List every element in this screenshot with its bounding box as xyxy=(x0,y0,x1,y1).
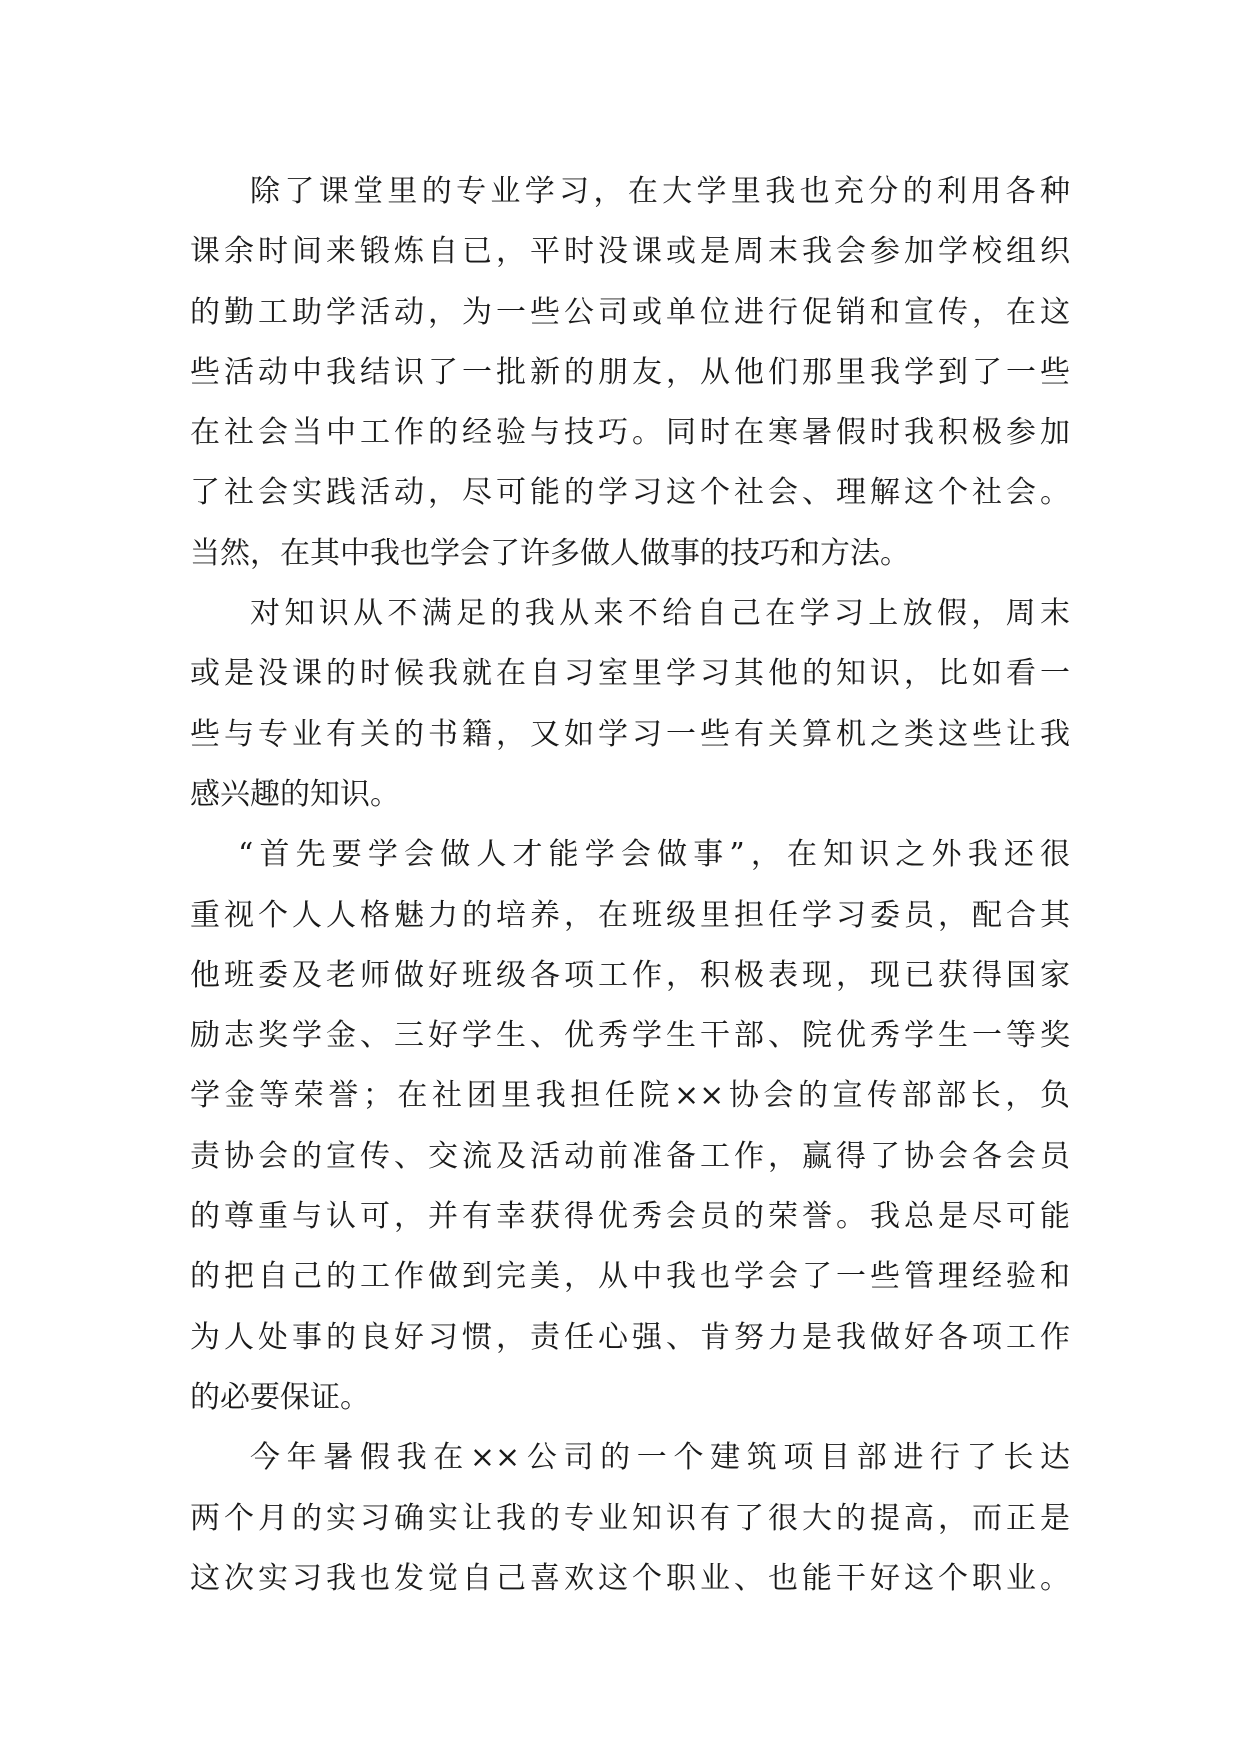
text-line: 感兴趣的知识。 xyxy=(190,776,400,812)
text-line: 除了课堂里的专业学习，在大学里我也充分的利用各种 xyxy=(250,174,1070,209)
text-line: 的必要保证。 xyxy=(190,1379,370,1415)
text-line: 的勤工助学活动，为一些公司或单位进行促销和宣传，在这 xyxy=(190,294,1070,330)
text-line: 当然，在其中我也学会了许多做人做事的技巧和方法。 xyxy=(190,535,910,571)
text-line: 些与专业有关的书籍，又如学习一些有关算机之类这些让我 xyxy=(190,716,1070,752)
text-line: 他班委及老师做好班级各项工作，积极表现，现已获得国家 xyxy=(190,957,1070,993)
text-line: 责协会的宣传、交流及活动前准备工作，赢得了协会各会员 xyxy=(190,1138,1070,1174)
text-line: 两个月的实习确实让我的专业知识有了很大的提高，而正是 xyxy=(190,1500,1070,1536)
text-line: 为人处事的良好习惯，责任心强、肯努力是我做好各项工作 xyxy=(190,1319,1070,1355)
text-line: 重视个人人格魅力的培养，在班级里担任学习委员，配合其 xyxy=(190,897,1070,933)
text-line: 励志奖学金、三好学生、优秀学生干部、院优秀学生一等奖 xyxy=(190,1018,1070,1054)
text-line: 对知识从不满足的我从来不给自己在学习上放假，周末 xyxy=(250,596,1070,632)
text-line: 的把自己的工作做到完美，从中我也学会了一些管理经验和 xyxy=(190,1259,1070,1295)
text-line: 或是没课的时候我就在自习室里学习其他的知识，比如看一 xyxy=(190,656,1070,692)
text-line: 了社会实践活动，尽可能的学习这个社会、理解这个社会。 xyxy=(190,475,1070,511)
text-line: 今年暑假我在××公司的一个建筑项目部进行了长达 xyxy=(250,1440,1070,1476)
text-line: 课余时间来锻炼自已，平时没课或是周末我会参加学校组织 xyxy=(190,234,1070,270)
text-line: 在社会当中工作的经验与技巧。同时在寒暑假时我积极参加 xyxy=(190,415,1070,451)
text-line: 这次实习我也发觉自己喜欢这个职业、也能干好这个职业。 xyxy=(190,1560,1070,1596)
text-line: “首先要学会做人才能学会做事”，在知识之外我还很 xyxy=(238,837,1070,873)
document-body xyxy=(190,162,1070,1609)
text-line: 的尊重与认可，并有幸获得优秀会员的荣誉。我总是尽可能 xyxy=(190,1199,1070,1235)
text-line: 些活动中我结识了一批新的朋友，从他们那里我学到了一些 xyxy=(190,354,1070,390)
text-line: 学金等荣誉；在社团里我担任院××协会的宣传部部长，负 xyxy=(190,1078,1070,1114)
